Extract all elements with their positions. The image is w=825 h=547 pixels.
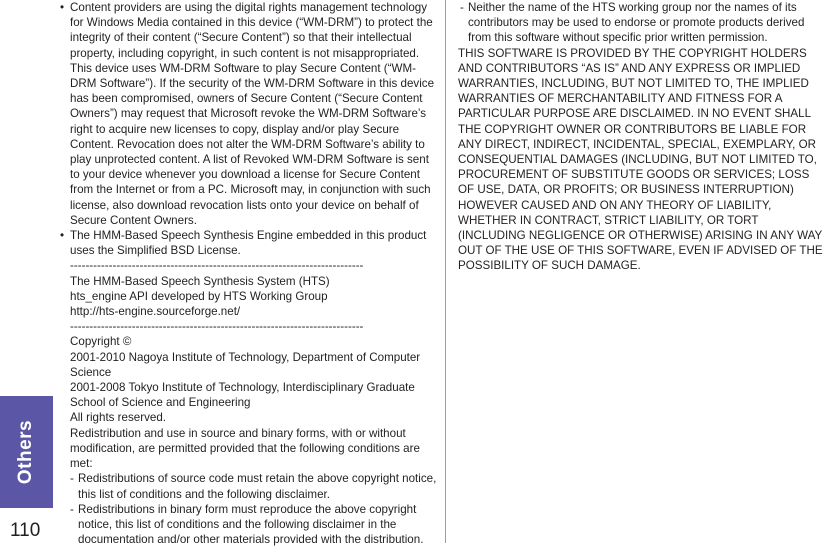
separator-line: ---------------------------------------------------------------------------- [70,259,364,273]
hts-engine: hts_engine API developed by HTS Working Group [70,289,328,303]
condition-binary: - Redistributions in binary form must reproduce the above copyright notice, this list of conditions and the following disclaimer in the documentation and/or other materials provided with the distribution. [70,502,440,547]
condition-endorse: - Neither the name of the HTS working group nor the names of its contributors may be used to endorse or promote products derived from this software without specific prior written permission. [458,0,825,46]
left-column [58,0,440,547]
separator-line: ---------------------------------------------------------------------------- [70,320,364,334]
side-tab-label: Others [15,419,37,485]
column-divider [445,0,446,543]
copyright-label: Copyright © [70,335,132,349]
bullet-wm-drm: • Content providers are using the digital rights management technology for Windows Media contained in this device (“WM-DRM”) to protect the integrity of their content (“Secure Content”) so that their intellectual property, including copyright, in such content is not misappropriated. This device uses WM-DRM Software to play Secure Content (“WM-DRM Software”). If the security of the WM-DRM Software in this device has been compromised, owners of Secure Content (“Secure Content Owners”) may request that Microsoft revoke the WM-DRM Software’s right to acquire new licenses to copy, display and/or play Secure Content. Revocation does not alter the WM-DRM Software’s ability to play unprotected content. A list of Revoked WM-DRM Software is sent to your device whenever you download a license for Secure Content from the Internet or from a PC. Microsoft may, in conjunction with such license, also download revocation lists onto your device on behalf of Secure Content Owners. [58,0,440,228]
condition-source: - Redistributions of source code must retain the above copyright notice, this list of conditions and the following disclaimer. [70,471,440,501]
copyright-nagoya: 2001-2010 Nagoya Institute of Technology, Department of Computer Science [70,350,421,379]
side-tab-label-wrap [0,396,53,508]
bullet-hmm-engine: • The HMM-Based Speech Synthesis Engine embedded in this product uses the Simplified BSD License. [58,228,440,258]
hts-name: The HMM-Based Speech Synthesis System (HTS) [70,274,330,288]
redistribution-text: Redistribution and use in source and binary forms, with or without modification, are permitted provided that the following conditions are met: [70,426,420,471]
page-number: 110 [10,520,41,541]
disclaimer-text: THIS SOFTWARE IS PROVIDED BY THE COPYRIGHT HOLDERS AND CONTRIBUTORS “AS IS” AND ANY EXPRESS OR IMPLIED WARRANTIES, INCLUDING, BUT NOT LIMITED TO, THE IMPLIED WARRANTIES OF MERCHANTABILITY AND FITNESS FOR A PARTICULAR PURPOSE ARE DISCLAIMED. IN NO EVENT SHALL THE COPYRIGHT OWNER OR CONTRIBUTORS BE LIABLE FOR ANY DIRECT, INDIRECT, INCIDENTAL, SPECIAL, EXEMPLARY, OR CONSEQUENTIAL DAMAGES (INCLUDING, BUT NOT LIMITED TO, PROCUREMENT OF SUBSTITUTE GOODS OR SERVICES; LOSS OF USE, DATA, OR PROFITS; OR BUSINESS INTERRUPTION) HOWEVER CAUSED AND ON ANY THEORY OF LIABILITY, WHETHER IN CONTRACT, STRICT LIABILITY, OR TORT (INCLUDING NEGLIGENCE OR OTHERWISE) ARISING IN ANY WAY OUT OF THE USE OF THIS SOFTWARE, EVEN IF ADVISED OF THE POSSIBILITY OF SUCH DAMAGE. [458,46,823,273]
rights-reserved: All rights reserved. [70,411,167,425]
copyright-tokyo: 2001-2008 Tokyo Institute of Technology, Interdisciplinary Graduate School of Science and Engineering [70,381,415,410]
side-tab [0,396,53,508]
right-column [458,0,825,274]
hts-url: http://hts-engine.sourceforge.net/ [70,305,241,319]
